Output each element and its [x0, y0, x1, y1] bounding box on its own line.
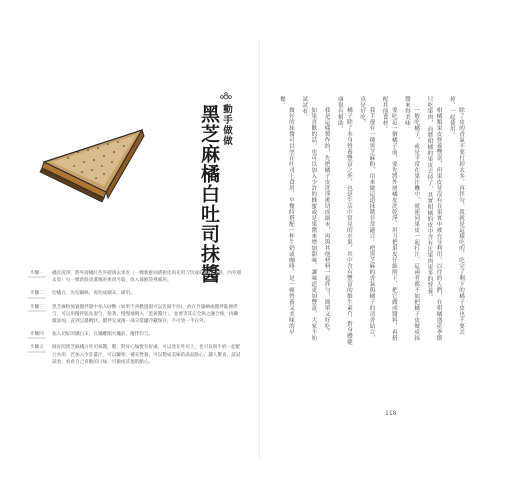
body-paragraph: 要吃這一個橘子前，要先將外層橘皮洗乾淨，用刀把果皮仔細削下，把它做成醬料，再搭配其他食材。	[381, 96, 397, 342]
recipe-title: 黑芝麻橘白吐司抹醬	[198, 104, 220, 284]
body-text	[278, 96, 465, 346]
step-text: 黑芝麻粉放置攪拌器中加入砂糖（如果不喜歡過甜可以先做半份)，放在竹篩網或攪拌匙裡拌勻，可以用攪拌匙先混勻，接著，慢慢地倒入「蛋黃醬汁」，並要等其完全與之融合後，再繼續添加，直到呈濃稠狀。攪拌完成後一部分裝罐冷藏保存，不可放一半在外。	[52, 304, 239, 325]
body-paragraph: 我手邊有一種黑芝麻粉，用來做這道抹醬非常適合。把黑芝麻的香氣與橘子的清香結合，真是好吃。	[359, 96, 375, 342]
step-text: 橘皮洗淨，將外層橘紅色外層削去果皮（一棵新鮮油漬柑皮肉先用刀切成約5cm長條，內外層去皮）另一棵新鮮清潔後的果肉另裝，放入保鮮袋裡備用。	[52, 271, 242, 284]
recipe-step	[30, 290, 242, 297]
recipe-step	[30, 331, 242, 338]
recipe-step	[30, 304, 242, 326]
sandwich-illustration	[38, 122, 150, 204]
body-paragraph: 如果喜歡的話，也可以加入少許的蜂蜜或是果醬來增加甜味，讓味道更加豐富，大家不妨試試看。	[301, 96, 317, 342]
body-paragraph: 柑橘類果皮營養豐富，但果皮並沒有在果實中被充分利用。以往的人們，在柑橘盛產季節只吃果肉，而將柑橘的果皮丟掉了，其實柑橘的皮中含有比果肉更多的營養。	[426, 96, 442, 342]
step-text: 切橘白，先切細絲，再切成細末，備用。	[52, 291, 135, 297]
page-number: 118	[385, 410, 397, 417]
body-paragraph: 我是這樣製作的，先把橘子皮洗淨後切成細末，再與其他材料一起拌勻，簡單又好吃。	[323, 107, 330, 336]
step-tag: 步驟三	[30, 304, 44, 310]
step-tag: 步驟一	[30, 271, 44, 276]
step-text: 做好的黑芝麻橘白吐司抹醬，嗯，對身心愉悅有好處，可以塗在吐司上，也可以與牛奶一起配合食用。若加入少許薑汁，可以驅寒，補充營養，可以製成美味的湯品點心，讓人驚喜，請試試看，看看自己喜歡的口味，可做成其他的點心。	[52, 345, 241, 365]
flower-icon	[217, 92, 235, 102]
body-paragraph: 除了皮的香氣不要打掉太多，再拌匀。我就是這樣吃的，吃完了剩下的橘子皮也不要丟掉，一起使用。	[448, 96, 464, 336]
body-paragraph: 做好的抹醬可以塗在吐司上食用，早餐時搭配一杯牛奶或咖啡，是一頓營養又美味的早餐。	[278, 96, 294, 336]
step-text: 加入切好的橘白末，在鍋離開火爐前，攪拌均勻。	[52, 332, 154, 338]
recipe-step	[30, 344, 242, 366]
recipe-step	[30, 270, 242, 284]
recipe-steps	[30, 270, 242, 372]
recipe-badge-label: 動手做做	[221, 104, 232, 146]
step-tag: 步驟四	[30, 332, 44, 338]
body-paragraph: 一般吃橘子，或是平常在果汁機中，就連同果皮一起打汁，這兩者都不如把橘子皮做成抹醬來得美味。	[403, 96, 420, 342]
step-tag: 步驟二	[30, 291, 44, 297]
step-tag: 步驟五	[30, 345, 44, 351]
body-paragraph: 橘子除了本身營養豐富之外，也是生活中常見的水果，其中含有豐富的維生素C，對身體健康很有幫助。	[336, 96, 352, 346]
